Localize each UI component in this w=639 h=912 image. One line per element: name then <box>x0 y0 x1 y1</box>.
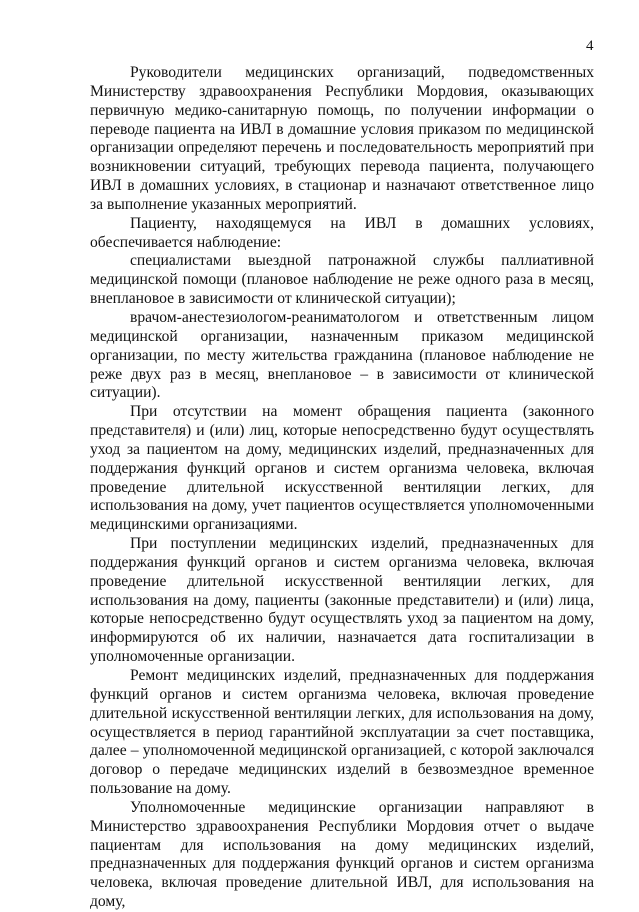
page-number: 4 <box>586 38 594 54</box>
paragraph-absence-of-devices: При отсутствии на момент обращения пациента (законного представителя) и (или) лиц, которые непосредственно будут осуществлять уход за пациентом на дому, медицинских изделий, предназначенных для поддержания функций органов и систем организма человека, включая проведение длительной искусственной вентиляции легких, для использования на дому, учет пациентов осуществляется уполномоченными медицинскими организациями. <box>90 403 594 534</box>
paragraph-reporting: Уполномоченные медицинские организации направляют в Министерство здравоохранения Республики Мордовия отчет о выдаче пациентам для использования на дому медицинских изделий, предназначенных для поддержания функций органов и систем организма человека, включая проведение длительной ИВЛ, для использования на дому, <box>90 798 594 911</box>
paragraph-observation-intro: Пациенту, находящемуся на ИВЛ в домашних условиях, обеспечивается наблюдение: <box>90 214 594 251</box>
paragraph-anesthesiologist: врачом-анестезиологом-реаниматологом и ответственным лицом медицинской организации, назначенным приказом медицинской организации, по месту жительства гражданина (плановое наблюдение не реже двух раз в месяц, внеплановое – в зависимости от клинической ситуации). <box>90 308 594 402</box>
paragraph-palliative-service: специалистами выездной патронажной службы паллиативной медицинской помощи (плановое наблюдение не реже одного раза в месяц, внеплановое в зависимости от клинической ситуации); <box>90 252 594 308</box>
paragraph-device-arrival: При поступлении медицинских изделий, предназначенных для поддержания функций органов и систем организма человека, включая проведение длительной искусственной вентиляции легких, для использования на дому, пациенты (законные представители) и (или) лица, которые непосредственно будут осуществлять уход за пациентом на дому, информируются об их наличии, назначается дата госпитализации в уполномоченные организации. <box>90 535 594 666</box>
document-body <box>90 64 594 912</box>
paragraph-heads-responsibilities: Руководители медицинских организаций, подведомственных Министерству здравоохранения Республики Мордовия, оказывающих первичную медико-санитарную помощь, по получении информации о переводе пациента на ИВЛ в домашние условия приказом по медицинской организации определяют перечень и последовательность мероприятий при возникновении ситуаций, требующих перевода пациента, получающего ИВЛ в домашних условиях, в стационар и назначают ответственное лицо за выполнение указанных мероприятий. <box>90 64 594 213</box>
paragraph-device-repair: Ремонт медицинских изделий, предназначенных для поддержания функций органов и систем организма человека, включая проведение длительной искусственной вентиляции легких, для использования на дому, осуществляется в период гарантийной эксплуатации за счет поставщика, далее – уполномоченной медицинской организацией, с которой заключался договор о передаче медицинских изделий в безвозмездное временное пользование на дому. <box>90 667 594 798</box>
